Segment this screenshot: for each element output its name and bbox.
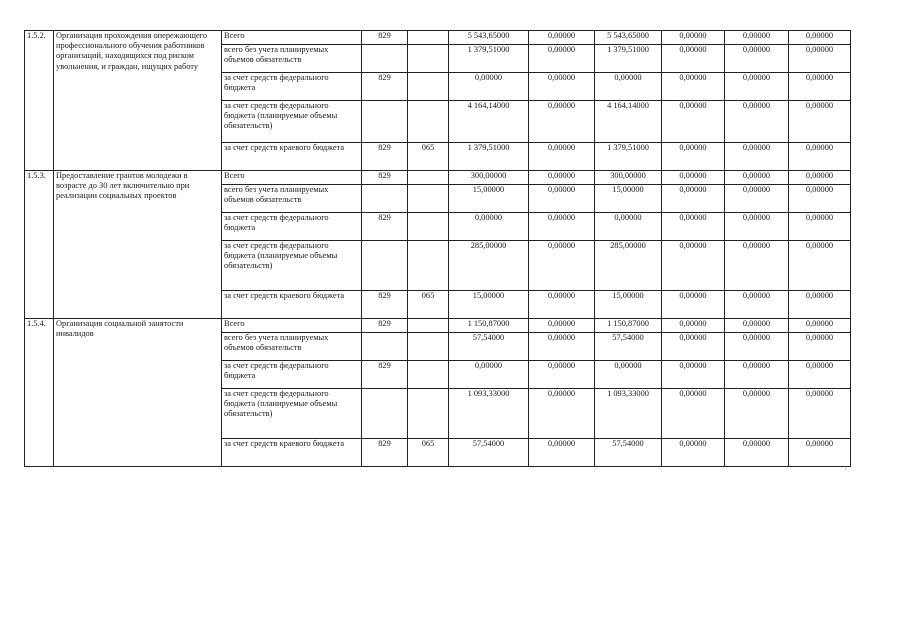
year-amount-cell: 5 543,65000: [595, 31, 662, 45]
total-amount-cell: 57,54000: [449, 439, 529, 467]
amount-cell: 0,00000: [789, 45, 851, 73]
table-row: [25, 319, 851, 333]
year-amount-cell: 57,54000: [595, 439, 662, 467]
total-amount-cell: 1 379,51000: [449, 143, 529, 171]
amount-cell: 0,00000: [725, 333, 789, 361]
kcsr-code-cell: [408, 45, 449, 73]
funding-source-cell: за счет средств федерального бюджета (планируемые объемы обязательств): [222, 241, 362, 291]
budget-table: [24, 30, 851, 467]
amount-cell: 0,00000: [789, 171, 851, 185]
year-amount-cell: 300,00000: [595, 171, 662, 185]
amount-cell: 0,00000: [725, 185, 789, 213]
grbs-code-cell: 829: [362, 73, 408, 101]
total-amount-cell: 5 543,65000: [449, 31, 529, 45]
amount-cell: 0,00000: [789, 213, 851, 241]
kcsr-code-cell: 065: [408, 291, 449, 319]
amount-cell: 0,00000: [529, 241, 595, 291]
amount-cell: 0,00000: [789, 143, 851, 171]
year-amount-cell: 1 379,51000: [595, 143, 662, 171]
funding-source-cell: Всего: [222, 319, 362, 333]
year-amount-cell: 15,00000: [595, 291, 662, 319]
section-code: 1.5.4.: [25, 319, 54, 467]
amount-cell: 0,00000: [529, 143, 595, 171]
amount-cell: 0,00000: [789, 439, 851, 467]
total-amount-cell: 15,00000: [449, 185, 529, 213]
funding-source-cell: за счет средств федерального бюджета (планируемые объемы обязательств): [222, 389, 362, 439]
grbs-code-cell: 829: [362, 171, 408, 185]
kcsr-code-cell: 065: [408, 143, 449, 171]
amount-cell: 0,00000: [725, 319, 789, 333]
amount-cell: 0,00000: [725, 31, 789, 45]
year-amount-cell: 1 379,51000: [595, 45, 662, 73]
section-title: Предоставление грантов молодежи в возрасте до 30 лет включительно при реализации социальных проектов: [54, 171, 222, 319]
amount-cell: 0,00000: [662, 389, 725, 439]
year-amount-cell: 0,00000: [595, 361, 662, 389]
amount-cell: 0,00000: [529, 361, 595, 389]
grbs-code-cell: [362, 241, 408, 291]
funding-source-cell: всего без учета планируемых объемов обязательств: [222, 185, 362, 213]
amount-cell: 0,00000: [662, 45, 725, 73]
funding-source-cell: Всего: [222, 31, 362, 45]
amount-cell: 0,00000: [662, 241, 725, 291]
grbs-code-cell: [362, 45, 408, 73]
amount-cell: 0,00000: [662, 143, 725, 171]
total-amount-cell: 0,00000: [449, 361, 529, 389]
grbs-code-cell: 829: [362, 439, 408, 467]
kcsr-code-cell: [408, 101, 449, 143]
amount-cell: 0,00000: [529, 319, 595, 333]
grbs-code-cell: 829: [362, 319, 408, 333]
amount-cell: 0,00000: [529, 333, 595, 361]
grbs-code-cell: 829: [362, 213, 408, 241]
funding-source-cell: за счет средств краевого бюджета: [222, 291, 362, 319]
kcsr-code-cell: [408, 319, 449, 333]
funding-source-cell: за счет средств федерального бюджета: [222, 361, 362, 389]
amount-cell: 0,00000: [662, 73, 725, 101]
grbs-code-cell: [362, 389, 408, 439]
amount-cell: 0,00000: [662, 213, 725, 241]
amount-cell: 0,00000: [529, 31, 595, 45]
amount-cell: 0,00000: [725, 361, 789, 389]
amount-cell: 0,00000: [529, 389, 595, 439]
amount-cell: 0,00000: [529, 171, 595, 185]
section-title: Организация социальной занятости инвалидов: [54, 319, 222, 467]
amount-cell: 0,00000: [529, 439, 595, 467]
amount-cell: 0,00000: [529, 185, 595, 213]
total-amount-cell: 1 150,87000: [449, 319, 529, 333]
amount-cell: 0,00000: [529, 213, 595, 241]
year-amount-cell: 4 164,14000: [595, 101, 662, 143]
amount-cell: 0,00000: [662, 31, 725, 45]
total-amount-cell: 4 164,14000: [449, 101, 529, 143]
total-amount-cell: 0,00000: [449, 73, 529, 101]
amount-cell: 0,00000: [789, 101, 851, 143]
section-code: 1.5.2.: [25, 31, 54, 171]
amount-cell: 0,00000: [662, 361, 725, 389]
grbs-code-cell: 829: [362, 31, 408, 45]
amount-cell: 0,00000: [789, 319, 851, 333]
amount-cell: 0,00000: [725, 143, 789, 171]
amount-cell: 0,00000: [789, 185, 851, 213]
kcsr-code-cell: [408, 361, 449, 389]
funding-source-cell: за счет средств федерального бюджета (планируемые объемы обязательств): [222, 101, 362, 143]
amount-cell: 0,00000: [662, 319, 725, 333]
kcsr-code-cell: [408, 333, 449, 361]
total-amount-cell: 57,54000: [449, 333, 529, 361]
amount-cell: 0,00000: [662, 291, 725, 319]
kcsr-code-cell: [408, 73, 449, 101]
scan-speck: ,: [845, 463, 847, 471]
amount-cell: 0,00000: [725, 171, 789, 185]
kcsr-code-cell: [408, 185, 449, 213]
amount-cell: 0,00000: [529, 45, 595, 73]
year-amount-cell: 15,00000: [595, 185, 662, 213]
year-amount-cell: 285,00000: [595, 241, 662, 291]
kcsr-code-cell: [408, 31, 449, 45]
funding-source-cell: всего без учета планируемых объемов обязательств: [222, 45, 362, 73]
amount-cell: 0,00000: [789, 31, 851, 45]
year-amount-cell: 57,54000: [595, 333, 662, 361]
amount-cell: 0,00000: [789, 361, 851, 389]
amount-cell: 0,00000: [529, 101, 595, 143]
year-amount-cell: 1 150,87000: [595, 319, 662, 333]
amount-cell: 0,00000: [725, 241, 789, 291]
kcsr-code-cell: [408, 241, 449, 291]
amount-cell: 0,00000: [529, 73, 595, 101]
total-amount-cell: 1 093,33000: [449, 389, 529, 439]
kcsr-code-cell: [408, 213, 449, 241]
kcsr-code-cell: 065: [408, 439, 449, 467]
grbs-code-cell: [362, 185, 408, 213]
amount-cell: 0,00000: [725, 439, 789, 467]
amount-cell: 0,00000: [789, 333, 851, 361]
amount-cell: 0,00000: [789, 241, 851, 291]
table-row: [25, 171, 851, 185]
grbs-code-cell: 829: [362, 143, 408, 171]
amount-cell: 0,00000: [789, 73, 851, 101]
total-amount-cell: 285,00000: [449, 241, 529, 291]
funding-source-cell: за счет средств краевого бюджета: [222, 439, 362, 467]
funding-source-cell: всего без учета планируемых объемов обязательств: [222, 333, 362, 361]
year-amount-cell: 1 093,33000: [595, 389, 662, 439]
section-code: 1.5.3.: [25, 171, 54, 319]
grbs-code-cell: 829: [362, 291, 408, 319]
amount-cell: 0,00000: [662, 101, 725, 143]
amount-cell: 0,00000: [529, 291, 595, 319]
amount-cell: 0,00000: [725, 213, 789, 241]
funding-source-cell: Всего: [222, 171, 362, 185]
amount-cell: 0,00000: [725, 389, 789, 439]
amount-cell: 0,00000: [725, 45, 789, 73]
kcsr-code-cell: [408, 171, 449, 185]
amount-cell: 0,00000: [725, 101, 789, 143]
amount-cell: 0,00000: [725, 73, 789, 101]
table-row: [25, 31, 851, 45]
amount-cell: 0,00000: [725, 291, 789, 319]
year-amount-cell: 0,00000: [595, 213, 662, 241]
total-amount-cell: 0,00000: [449, 213, 529, 241]
total-amount-cell: 300,00000: [449, 171, 529, 185]
kcsr-code-cell: [408, 389, 449, 439]
funding-source-cell: за счет средств федерального бюджета: [222, 213, 362, 241]
section-title: Организация прохождения опережающего профессионального обучения работников организаций, находящихся под риском увольнения, и граждан, ищущих работу: [54, 31, 222, 171]
total-amount-cell: 1 379,51000: [449, 45, 529, 73]
amount-cell: 0,00000: [662, 333, 725, 361]
amount-cell: 0,00000: [662, 171, 725, 185]
amount-cell: 0,00000: [662, 185, 725, 213]
amount-cell: 0,00000: [789, 389, 851, 439]
grbs-code-cell: 829: [362, 361, 408, 389]
year-amount-cell: 0,00000: [595, 73, 662, 101]
amount-cell: 0,00000: [789, 291, 851, 319]
funding-source-cell: за счет средств краевого бюджета: [222, 143, 362, 171]
funding-source-cell: за счет средств федерального бюджета: [222, 73, 362, 101]
amount-cell: 0,00000: [662, 439, 725, 467]
total-amount-cell: 15,00000: [449, 291, 529, 319]
grbs-code-cell: [362, 101, 408, 143]
grbs-code-cell: [362, 333, 408, 361]
